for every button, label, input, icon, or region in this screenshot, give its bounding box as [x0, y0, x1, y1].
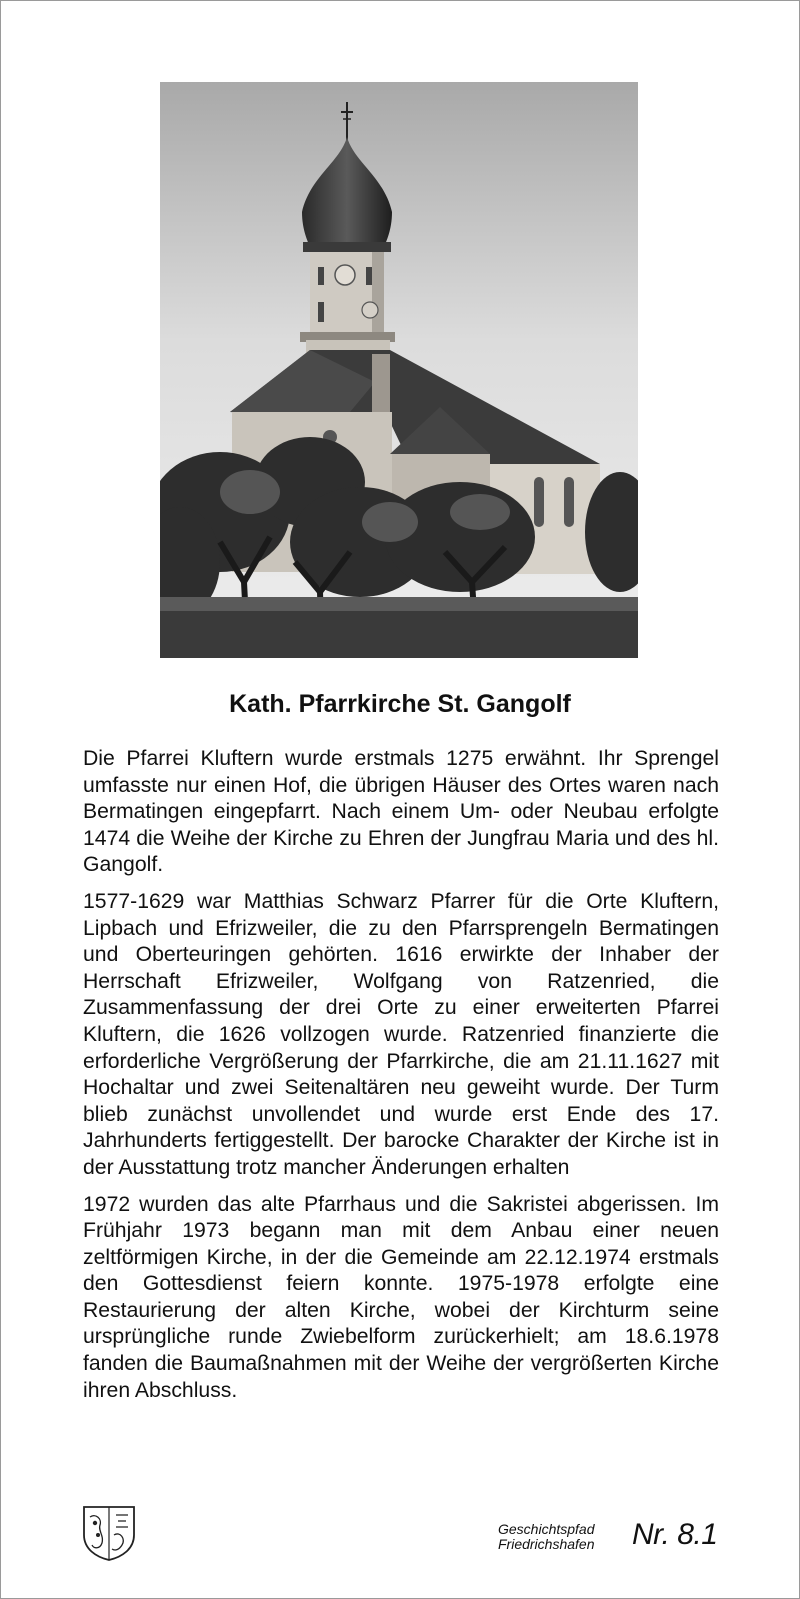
plaque-number: Nr. 8.1 [632, 1518, 718, 1551]
church-photo [160, 82, 638, 658]
coat-of-arms-icon [82, 1505, 136, 1561]
paragraph-1: Die Pfarrei Kluftern wurde erstmals 1275 erwähnt. Ihr Sprengel umfasste nur einen Hof, die übrigen Häuser des Ortes waren nach Bermatingen eingepfarrt. Nach einem Um- oder Neubau erfolgte 1474 die Weihe der Kirche zu Ehren der Jungfrau Maria und des hl. Gangolf. [83, 747, 719, 877]
series-line-1: Geschichtspfad [498, 1521, 595, 1537]
paragraph-2: 1577-1629 war Matthias Schwarz Pfarrer für die Orte Kluftern, Lipbach und Efrizweiler, die zu den Pfarrsprengeln Bermatingen und Oberteuringen gehörten. 1616 erwirkte der Inhaber der Herrschaft Efrizweiler, Wolfgang von Ratzenried, die Zusammenfassung der drei Orte zu einer erweiterten Pfarrei Kluftern, die 1626 vollzogen wurde. Ratzenried finanzierte die erforderliche Vergrößerung der Pfarrkirche, die am 21.11.1627 mit Hochaltar und zwei Seitenaltären neu geweiht wurde. Der Turm blieb zunächst unvollendet und wurde erst Ende des 17. Jahrhunderts fertiggestellt. Der barocke Charakter der Kirche ist in der Ausstattung trotz mancher Änderungen erhalten [83, 889, 719, 1179]
body-text [83, 746, 719, 1414]
series-name [498, 1522, 595, 1552]
page-title: Kath. Pfarrkirche St. Gangolf [229, 690, 571, 718]
paragraph-3: 1972 wurden das alte Pfarrhaus und die Sakristei abgerissen. Im Frühjahr 1973 begann man mit dem Anbau einer neuen zeltförmigen Kirche, in der die Gemeinde am 22.12.1974 erstmals den Gottesdienst feiern konnte. 1975-1978 erfolgte eine Restaurierung der alten Kirche, wobei der Kirchturm seine ursprüngliche runde Zwiebelform zurückerhielt; am 18.6.1978 fanden die Baumaßnahmen mit der Weihe der vergrößerten Kirche ihren Abschluss. [83, 1192, 719, 1402]
series-line-2: Friedrichshafen [498, 1536, 595, 1552]
